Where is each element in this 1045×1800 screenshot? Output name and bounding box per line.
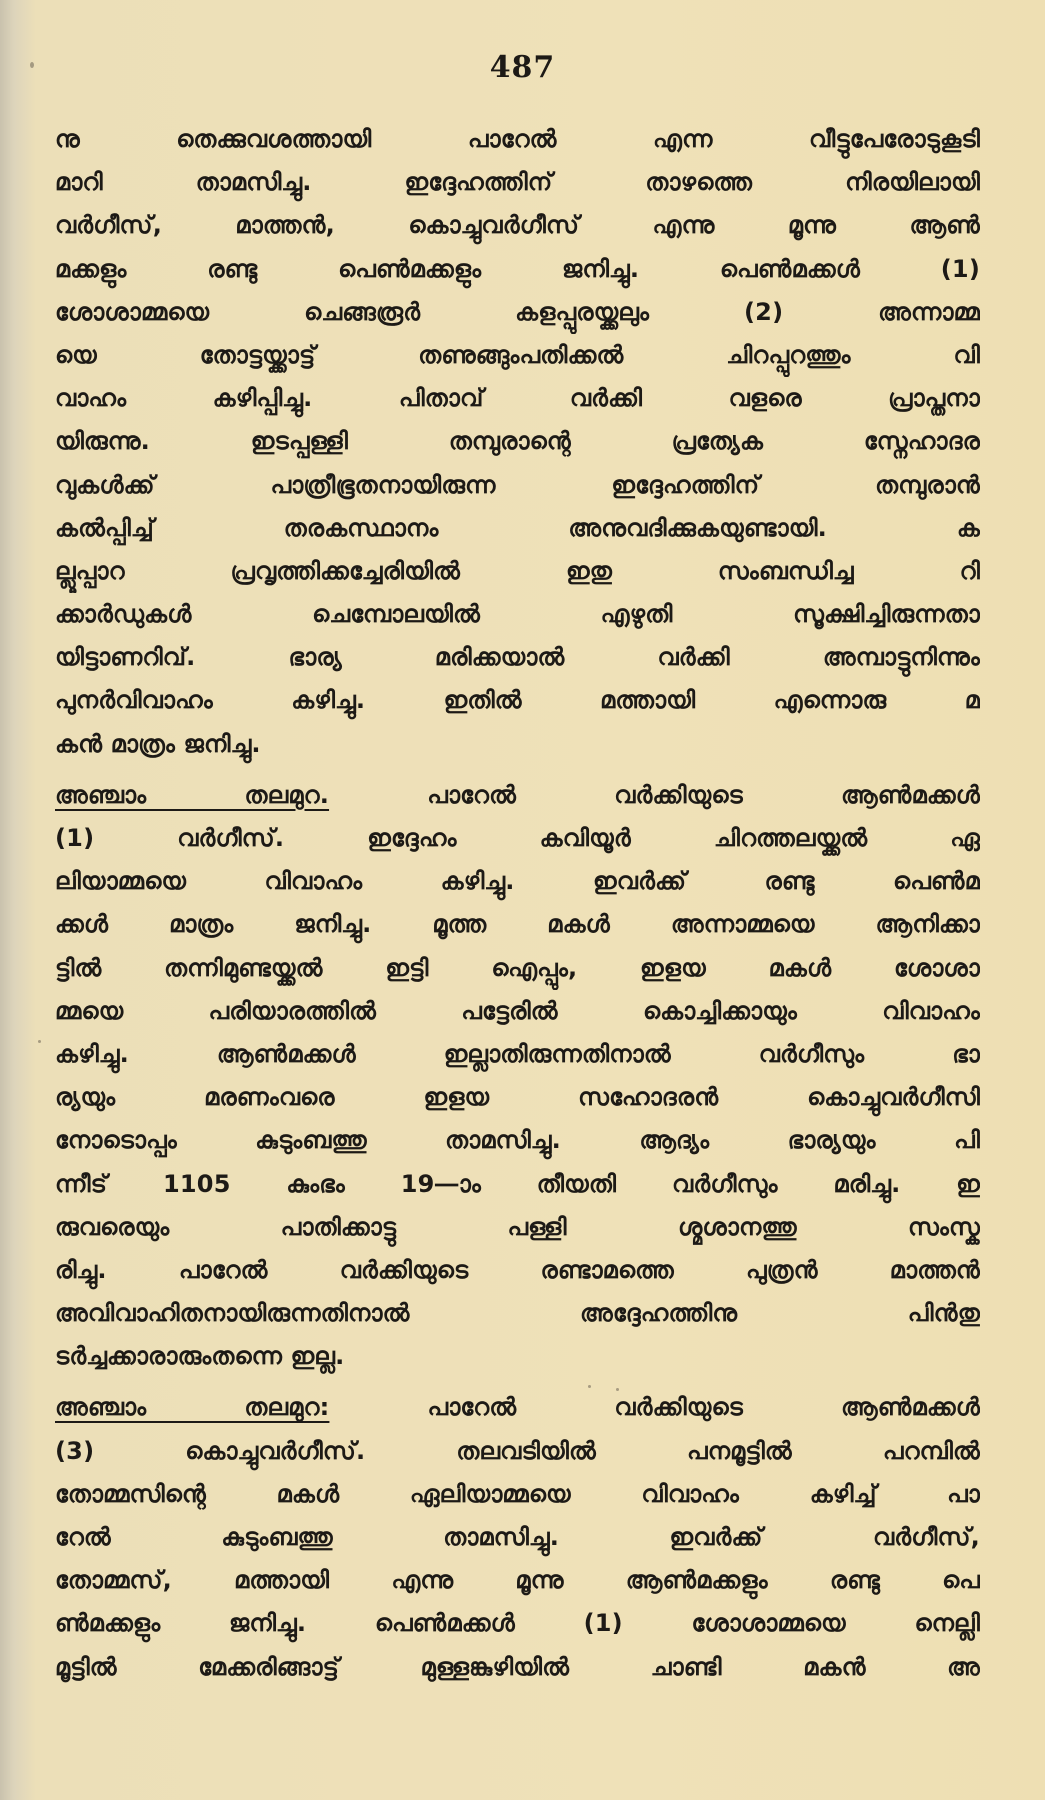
text-line: നോടൊപ്പം കുടുംബത്തു താമസിച്ചു. ആദ്യം ഭാര്യയും പി [55,1126,980,1155]
text-line: തോമ്മസ്, മത്തായി എന്നു മൂന്നു ആൺമക്കളും രണ്ടു പെ [55,1566,980,1595]
text-line: (1) വർഗീസ്. ഇദ്ദേഹം കവിയൂർ ചിറത്തലയ്ക്കൽ ഏ [55,824,980,852]
text-line: രുവരെയും പാതിക്കാട്ടു പള്ളി ശ്മശാനത്തു സംസ്ക [55,1212,980,1241]
text-line: വുകൾക്ക് പാത്രീഭൂതനായിരുന്ന ഇദ്ദേഹത്തിന് തമ്പുരാൻ [55,470,980,499]
paragraph-intro [55,118,980,766]
text-line: ശോശാമ്മയെ ചെങ്ങരൂർ കളപ്പുരയ്ക്കലും (2) അന്നാമ്മ [55,297,980,326]
text-line: കൻ മാത്രം ജനിച്ചു. [55,729,261,758]
text-line: റേൽ കുടുംബത്തു താമസിച്ചു. ഇവർക്ക് വർഗീസ്, [55,1523,980,1551]
text-line: നു തെക്കുവശത്തായി പാറേൽ എന്ന വീട്ടുപേരോടുകൂടി [55,125,980,153]
section-heading: അഞ്ചാം തലമുറ: [55,1393,330,1422]
text-line: ടർച്ചക്കാരാരുംതന്നെ ഇല്ല. [55,1342,345,1371]
text-line: ക്കൾ മാത്രം ജനിച്ചു. മൂത്ത മകൾ അന്നാമ്മയെ ആനിക്കാ [55,910,980,939]
text-line: ന്നീട് 1105 കുംഭം 19—ാം തീയതി വർഗീസും മരിച്ചു. ഇ [55,1169,980,1198]
text-line: മ്മയെ പരിയാരത്തിൽ പട്ടേരിൽ കൊച്ചിക്കായും വിവാഹം [55,996,980,1025]
section-heading-line [55,774,980,817]
section-heading-line [55,1386,980,1429]
text-line: മക്കളും രണ്ടു പെൺമക്കളും ജനിച്ചു. പെൺമക്കൾ (1) [55,254,980,283]
text-line: കൽപ്പിച്ച് തരകസ്ഥാനം അനുവദിക്കുകയുണ്ടായി. ക [55,513,980,542]
text-line: ക്കാർഡുകൾ ചെമ്പോലയിൽ എഴുതി സൂക്ഷിച്ചിരുന്നതാ [55,600,980,629]
text-line: ൺമക്കളും ജനിച്ചു. പെൺമക്കൾ (1) ശോശാമ്മയെ നെല്ലി [55,1609,980,1638]
paragraph-kochuvarghese [55,1386,980,1688]
paragraph-varghese [55,774,980,1379]
text-line: ര്യയും മരണംവരെ ഇളയ സഹോദരൻ കൊച്ചുവർഗീസി [55,1083,980,1112]
page-speck [38,1040,41,1043]
text-line: യിട്ടാണറിവ്. ഭാര്യ മരിക്കയാൽ വർക്കി അമ്പാട്ടുനിന്നും [55,643,980,672]
text-line: രിച്ചു. പാറേൽ വർക്കിയുടെ രണ്ടാമത്തെ പുത്രൻ മാത്തൻ [55,1255,980,1284]
section-heading: അഞ്ചാം തലമുറ. [55,780,330,809]
text-line: ല്ലൂപ്പാറ പ്രവൃത്തിക്കച്ചേരിയിൽ ഇതു സംബന്ധിച്ച റി [55,556,980,585]
text-line: തോമ്മസിന്റെ മകൾ ഏലിയാമ്മയെ വിവാഹം കഴിച്ച് പാ [55,1479,980,1508]
text-line: കഴിച്ചു. ആൺമക്കൾ ഇല്ലാതിരുന്നതിനാൽ വർഗീസും ഭാ [55,1039,980,1068]
text-line: ലിയാമ്മയെ വിവാഹം കഴിച്ചു. ഇവർക്ക് രണ്ടു പെൺമ [55,867,980,896]
text-line: പുനർവിവാഹം കഴിച്ചു. ഇതിൽ മത്തായി എന്നൊരു മ [55,686,980,715]
section-heading-rest: പാറേൽ വർക്കിയുടെ ആൺമക്കൾ [427,1393,980,1422]
page-number: 487 [489,50,556,85]
text-line: മാറി താമസിച്ചു. ഇദ്ദേഹത്തിന് താഴത്തെ നിരയിലായി [55,168,980,197]
text-line: അവിവാഹിതനായിരുന്നതിനാൽ അദ്ദേഹത്തിനു പിൻതു [55,1299,980,1328]
text-line: ട്ടിൽ തന്നിമുണ്ടയ്ക്കൽ ഇട്ടി ഐപ്പും, ഇളയ മകൾ ശോശാ [55,953,980,982]
text-line: വാഹം കഴിപ്പിച്ചു. പിതാവ് വർക്കി വളരെ പ്രാപ്തനാ [55,384,980,413]
text-line: വർഗീസ്, മാത്തൻ, കൊച്ചുവർഗീസ് എന്നു മൂന്നു ആൺ [55,211,980,240]
text-line: യിരുന്നു. ഇടപ്പള്ളി തമ്പുരാന്റെ പ്രത്യേക സ്നേഹാദര [55,427,980,456]
page-body [55,118,980,1697]
text-line: മൂട്ടിൽ മേക്കരിങ്ങാട്ട് മുള്ളങ്കുഴിയിൽ ചാണ്ടി മകൻ അ [55,1652,980,1681]
text-line: (3) കൊച്ചുവർഗീസ്. തലവടിയിൽ പനമൂട്ടിൽ പറമ്പിൽ [55,1436,980,1465]
section-heading-rest: പാറേൽ വർക്കിയുടെ ആൺമക്കൾ [427,780,980,809]
text-line: യെ തോട്ടയ്ക്കാട്ട് തണുങ്ങുംപതിക്കൽ ചിറപ്പുറത്തും വി [55,340,980,369]
